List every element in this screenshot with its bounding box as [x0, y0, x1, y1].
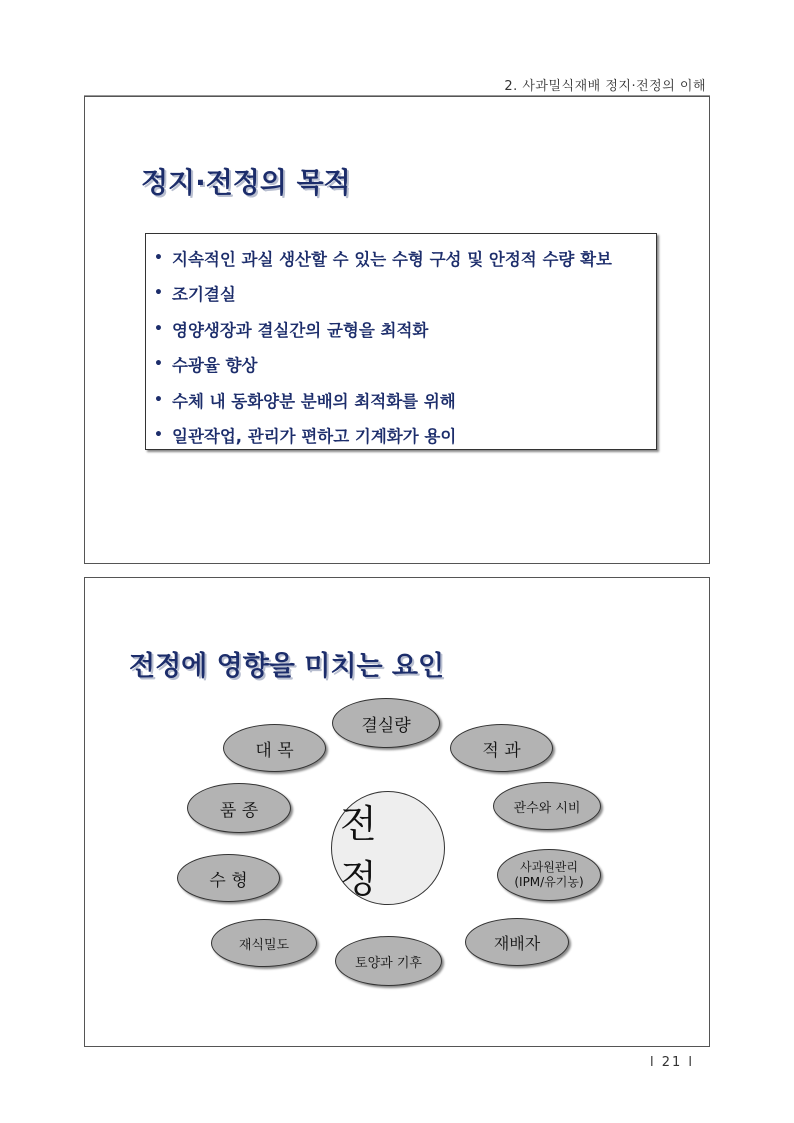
factor-oval-rootstock: 대 목	[223, 724, 326, 772]
factor-oval-grower: 재배자	[465, 918, 569, 966]
factor-oval-cultivar: 품 종	[187, 783, 291, 833]
bullet-item: • 영양생장과 결실간의 균형을 최적화	[154, 320, 429, 340]
bullet-item: • 일관작업, 관리가 편하고 기계화가 용이	[154, 427, 457, 447]
bullet-item: • 조기결실	[154, 285, 236, 305]
bullet-item: • 수체 내 동화양분 분배의 최적화를 위해	[154, 391, 456, 411]
factor-oval-orchard-mgmt: 사과원관리 (IPM/유기농)	[497, 849, 601, 901]
slide2-title: 전정에 영향을 미치는 요인	[129, 651, 445, 682]
slide-factors	[84, 577, 710, 1047]
factor-oval-soil-climate: 토양과 기후	[335, 936, 442, 986]
factor-oval-planting-density: 재식밀도	[211, 919, 317, 967]
factor-oval-irrigation: 관수와 시비	[493, 782, 601, 830]
bullet-item: • 지속적인 과실 생산할 수 있는 수형 구성 및 안정적 수량 확보	[154, 249, 612, 269]
factor-oval-tree-form: 수 형	[177, 854, 280, 902]
bullet-box	[145, 233, 657, 450]
slide1-title: 정지·전정의 목적	[141, 166, 351, 199]
center-circle: 전 정	[331, 791, 445, 905]
factor-oval-fruit-load: 결실량	[332, 698, 440, 748]
chapter-header: 2. 사과밀식재배 정지·전정의 이해	[504, 79, 706, 94]
page-number: l 21 l	[650, 1055, 695, 1070]
slide-purpose	[84, 96, 710, 564]
factor-oval-thinning: 적 과	[450, 724, 553, 772]
bullet-item: • 수광율 향상	[154, 356, 258, 376]
